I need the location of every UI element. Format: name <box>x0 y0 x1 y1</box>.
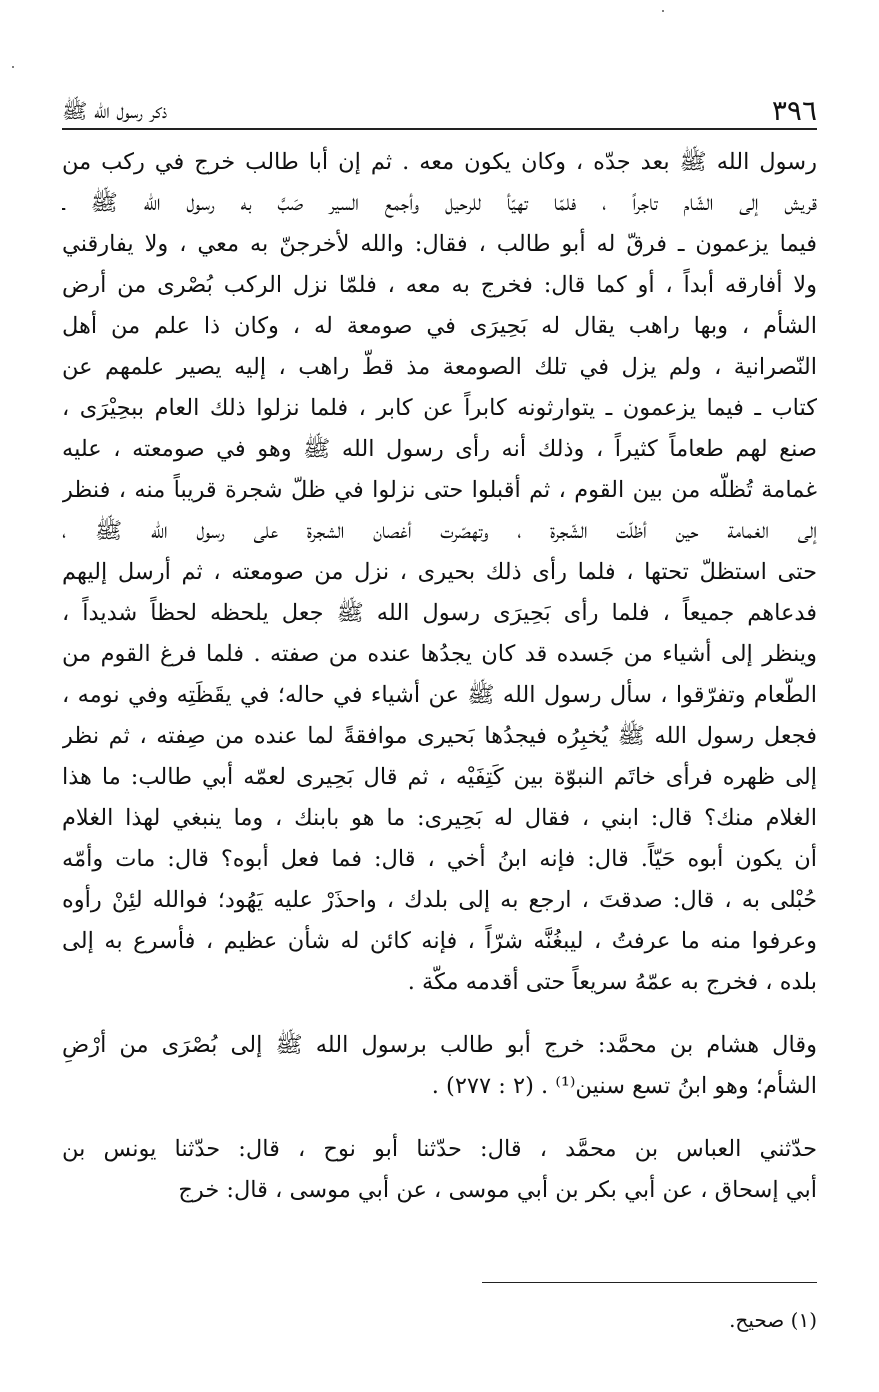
text-line: الغلام منك؟ قال: ابني ، فقال له بَحِيرى: ما هو بابنك ، وما ينبغي لهذا الغلام <box>62 805 817 831</box>
text-line: حدّثني العباس بن محمَّد ، قال: حدّثنا أبو نوح ، قال: حدّثنا يونس بن <box>62 1136 817 1162</box>
footnote-rule <box>482 1282 817 1283</box>
text-line: الطّعام وتفرّقوا ، سأل رسول الله ﷺ عن أشياء في حاله؛ في يقَظَتِه وفي نومه ، <box>62 682 817 708</box>
text-line: حُبْلى به ، قال: صدقتَ ، ارجع به إلى بلدك ، واحذَرْ عليه يَهُود؛ فوالله لئِنْ رأوه <box>62 887 817 913</box>
running-title: ذكر رسول الله ﷺ <box>62 99 168 123</box>
text-line: فدعاهم جميعاً ، فلما رأى بَحِيرَى رسول الله ﷺ جعل يلحظه لحظاً شديداً ، <box>62 600 817 626</box>
text-line: أن يكون أبوه حَيّاً. قال: فإنه ابنُ أخي ، قال: فما فعل أبوه؟ قال: مات وأمّه <box>62 846 817 872</box>
header-rule <box>62 128 817 130</box>
text-line: ولا أفارقه أبداً ، أو كما قال: فخرج به معه ، فلمّا نزل الركب بُصْرى من أرض <box>62 272 817 298</box>
page-number: ٣٩٦ <box>771 94 817 127</box>
text-line: إلى ظهره فرأى خاتَم النبوّة بين كَتِفَيْه ، ثم قال بَحِيرى لعمّه أبي طالب: ما هذا <box>62 764 817 790</box>
text-line: الشأم ، وبها راهب يقال له بَحِيرَى في صومعة له ، وكان ذا علم من أهل <box>62 313 817 339</box>
text-line: وقال هشام بن محمَّد: خرج أبو طالب برسول الله ﷺ إلى بُصْرَى من أرْضِ <box>62 1032 817 1058</box>
text-line: كتاب ـ فيما يزعمون ـ يتوارثونه كابراً عن كابر ، فلما نزلوا ذلك العام ببحِيْرَى ، <box>62 395 817 421</box>
text-line: الشأم؛ وهو ابنُ تسع سنين⁽¹⁾ . (٢ : ٢٧٧) . <box>431 1073 817 1099</box>
text-line: وعرفوا منه ما عرفتُ ، ليبغُنَّه شرّاً ، فإنه كائن له شأن عظيم ، فأسرع به إلى <box>62 928 817 954</box>
text-line: النّصرانية ، ولم يزل في تلك الصومعة مذ قطّ راهب ، إليه يصير علمهم عن <box>62 354 817 380</box>
text-line: رسول الله ﷺ بعد جدّه ، وكان يكون معه . ثم إن أبا طالب خرج في ركب من <box>62 149 817 175</box>
text-line: إلى الغمامة حين أظلّت الشّجرة ، وتهصّرت أغصان الشجرة على رسول الله ﷺ ، <box>62 518 817 544</box>
paragraph-gap <box>62 1107 817 1129</box>
text-line: غمامة تُظلّه من بين القوم ، ثم أقبلوا حتى نزلوا في ظلّ شجرة قريباً منه ، فنظر <box>62 477 817 503</box>
body-text <box>62 142 817 1211</box>
page-header <box>62 92 817 126</box>
text-line: وينظر إلى أشياء من جَسده قد كان يجدُها عنده من صفته . فلما فرغ القوم من <box>62 641 817 667</box>
speck <box>662 10 664 12</box>
paragraph-2 <box>62 1025 817 1107</box>
paragraph-gap <box>62 1003 817 1025</box>
paragraph-1 <box>62 142 817 1003</box>
text-line: حتى استظلّ تحتها ، فلما رأى ذلك بحيرى ، نزل من صومعته ، ثم أرسل إليهم <box>62 559 817 585</box>
footnote: (١) صحيح. <box>729 1308 817 1332</box>
text-line: بلده ، فخرج به عمّهُ سريعاً حتى أقدمه مكّة . <box>407 969 817 995</box>
text-line: أبي إسحاق ، عن أبي بكر بن أبي موسى ، عن أبي موسى ، قال: خرج <box>178 1177 817 1203</box>
text-line: قريش إلى الشّام تاجراً ، فلمّا تهيّأ للرحيل وأجمع السير صَبَّ به رسول الله ﷺ ـ <box>62 190 817 216</box>
text-line: صنع لهم طعاماً كثيراً ، وذلك أنه رأى رسول الله ﷺ وهو في صومعته ، عليه <box>62 436 817 462</box>
paragraph-3 <box>62 1129 817 1211</box>
speck <box>12 66 14 68</box>
text-line: فجعل رسول الله ﷺ يُخبِرُه فيجدُها بَحيرى موافقةً لما عنده من صِفته ، ثم نظر <box>62 723 817 749</box>
text-line: فيما يزعمون ـ فرقّ له أبو طالب ، فقال: والله لأخرجنّ به معي ، ولا يفارقني <box>62 231 817 257</box>
